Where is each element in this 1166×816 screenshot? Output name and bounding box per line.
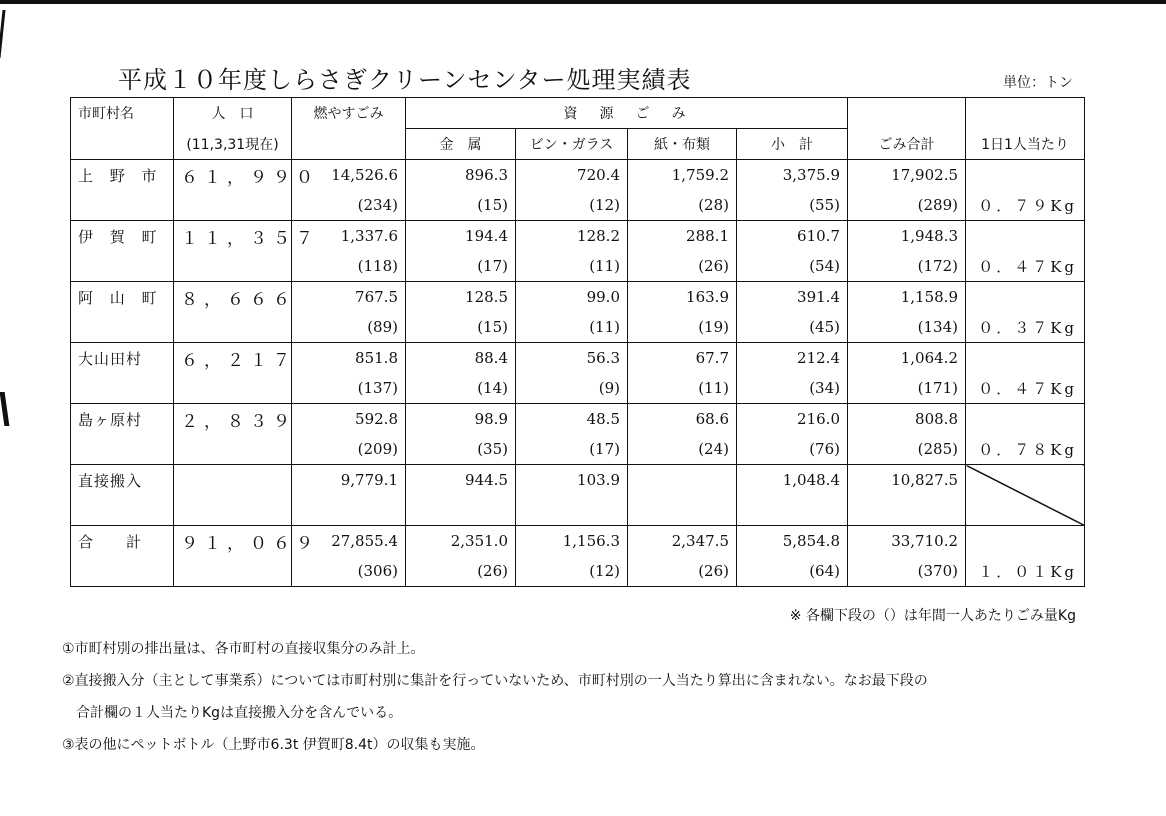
- row-total-pp: (134): [848, 312, 966, 343]
- row-paper-pp: (24): [628, 434, 737, 465]
- row-total: 1,158.9: [848, 282, 966, 313]
- row-name: 阿 山 町: [71, 282, 174, 313]
- row-paper-pp: (11): [628, 373, 737, 404]
- row-burnable: 592.8: [292, 404, 406, 435]
- row-burnable: 27,855.4: [292, 526, 406, 557]
- row-subtotal: 5,854.8: [737, 526, 848, 557]
- table-row: [71, 343, 1085, 374]
- scan-edge-top: [0, 0, 1166, 4]
- row-population: ９１，０６９: [174, 526, 292, 557]
- row-bottles-pp: (12): [516, 190, 628, 221]
- row-per-day: ０．７８Kg: [966, 434, 1085, 465]
- row-metal-pp: (15): [406, 190, 516, 221]
- table-row-sub: [71, 251, 1085, 282]
- row-metal-pp: (26): [406, 556, 516, 587]
- row-bottles: 99.0: [516, 282, 628, 313]
- table-row-sub: [71, 556, 1085, 587]
- row-subtotal: 1,048.4: [737, 465, 848, 496]
- table-note: ※ 各欄下段の（）は年間一人あたりごみ量Kg: [789, 608, 1076, 624]
- header-metal: 金 属: [406, 129, 516, 160]
- row-burnable-pp: (118): [292, 251, 406, 282]
- footnote-2: ②直接搬入分（主として事業系）については市町村別に集計を行っていないため、市町村別の一人当たり算出に含まれない。なお最下段の: [62, 673, 928, 689]
- row-total: 33,710.2: [848, 526, 966, 557]
- row-name: 伊 賀 町: [71, 221, 174, 252]
- row-name: 上 野 市: [71, 160, 174, 191]
- row-population: ２，８３９: [174, 404, 292, 435]
- footnote-2-cont: 合計欄の１人当たりKgは直接搬入分を含んでいる。: [62, 705, 403, 721]
- row-bottles-pp: (17): [516, 434, 628, 465]
- row-metal-pp: (14): [406, 373, 516, 404]
- row-total-pp: (285): [848, 434, 966, 465]
- row-paper: 2,347.5: [628, 526, 737, 557]
- row-paper: 1,759.2: [628, 160, 737, 191]
- row-paper: 67.7: [628, 343, 737, 374]
- row-population: ６，２１７: [174, 343, 292, 374]
- scan-edge-left: [0, 10, 6, 58]
- row-per-day: １．０１Kg: [966, 556, 1085, 587]
- row-burnable-pp: (209): [292, 434, 406, 465]
- row-burnable-pp: (306): [292, 556, 406, 587]
- row-bottles-pp: (11): [516, 251, 628, 282]
- row-metal-pp: (15): [406, 312, 516, 343]
- row-name: 直接搬入: [71, 465, 174, 496]
- row-per-day: ０．７９Kg: [966, 190, 1085, 221]
- row-burnable: 1,337.6: [292, 221, 406, 252]
- row-burnable-pp: (137): [292, 373, 406, 404]
- header-municipality: 市町村名: [71, 98, 174, 129]
- row-bottles: 56.3: [516, 343, 628, 374]
- row-bottles-pp: (9): [516, 373, 628, 404]
- table-row-total: [71, 526, 1085, 557]
- row-paper-pp: (19): [628, 312, 737, 343]
- row-paper: 163.9: [628, 282, 737, 313]
- header-subtotal: 小 計: [737, 129, 848, 160]
- row-name: 合 計: [71, 526, 174, 557]
- unit-label: 単位：トン: [1003, 75, 1073, 91]
- row-population: ６１，９９０: [174, 160, 292, 191]
- row-total-pp: (172): [848, 251, 966, 282]
- table-row-sub: [71, 373, 1085, 404]
- row-subtotal-pp: (54): [737, 251, 848, 282]
- row-per-day: ０．４７Kg: [966, 251, 1085, 282]
- row-bottles: 48.5: [516, 404, 628, 435]
- row-per-day: ０．４７Kg: [966, 373, 1085, 404]
- row-metal-pp: (35): [406, 434, 516, 465]
- row-population: １１，３５７: [174, 221, 292, 252]
- row-subtotal: 610.7: [737, 221, 848, 252]
- row-burnable: 14,526.6: [292, 160, 406, 191]
- row-paper: 68.6: [628, 404, 737, 435]
- row-metal: 944.5: [406, 465, 516, 496]
- table-row: [71, 282, 1085, 313]
- row-total-pp: (171): [848, 373, 966, 404]
- row-burnable-pp: (89): [292, 312, 406, 343]
- row-burnable: 767.5: [292, 282, 406, 313]
- row-metal-pp: (17): [406, 251, 516, 282]
- row-total: 1,064.2: [848, 343, 966, 374]
- row-per-day: ０．３７Kg: [966, 312, 1085, 343]
- header-per-person: 1日1人当たり: [966, 129, 1085, 160]
- table-row: [71, 221, 1085, 252]
- row-bottles: 1,156.3: [516, 526, 628, 557]
- row-subtotal-pp: (55): [737, 190, 848, 221]
- row-total: 808.8: [848, 404, 966, 435]
- row-bottles: 128.2: [516, 221, 628, 252]
- header-population-note: (11,3,31現在): [174, 129, 292, 160]
- row-burnable-pp: (234): [292, 190, 406, 221]
- row-total: 10,827.5: [848, 465, 966, 496]
- row-total-pp: (289): [848, 190, 966, 221]
- row-bottles: 720.4: [516, 160, 628, 191]
- row-subtotal: 391.4: [737, 282, 848, 313]
- row-paper-pp: (26): [628, 556, 737, 587]
- header-paper: 紙・布類: [628, 129, 737, 160]
- row-subtotal-pp: (45): [737, 312, 848, 343]
- row-paper-pp: (28): [628, 190, 737, 221]
- results-table: [70, 97, 1085, 587]
- row-burnable: 851.8: [292, 343, 406, 374]
- row-metal: 98.9: [406, 404, 516, 435]
- row-subtotal: 3,375.9: [737, 160, 848, 191]
- row-total: 17,902.5: [848, 160, 966, 191]
- row-subtotal-pp: (34): [737, 373, 848, 404]
- row-metal: 194.4: [406, 221, 516, 252]
- header-population: 人 口: [174, 98, 292, 129]
- row-paper: 288.1: [628, 221, 737, 252]
- header-burnable: 燃やすごみ: [292, 98, 406, 129]
- header-resource: 資 源 ご み: [406, 98, 848, 129]
- footnote-1: ①市町村別の排出量は、各市町村の直接収集分のみ計上。: [62, 641, 425, 657]
- header-total: ごみ合計: [848, 129, 966, 160]
- row-population: ８，６６６: [174, 282, 292, 313]
- row-total-pp: (370): [848, 556, 966, 587]
- table-row-direct: [71, 465, 1085, 496]
- table-row: [71, 404, 1085, 435]
- row-bottles: 103.9: [516, 465, 628, 496]
- row-metal: 896.3: [406, 160, 516, 191]
- row-subtotal-pp: (76): [737, 434, 848, 465]
- row-burnable: 9,779.1: [292, 465, 406, 496]
- row-bottles-pp: (12): [516, 556, 628, 587]
- scan-mark: [0, 392, 9, 426]
- footnote-3: ③表の他にペットボトル（上野市6.3t 伊賀町8.4t）の収集も実施。: [62, 737, 485, 753]
- row-bottles-pp: (11): [516, 312, 628, 343]
- row-subtotal-pp: (64): [737, 556, 848, 587]
- header-bottles: ビン・ガラス: [516, 129, 628, 160]
- diagonal-empty-cell: [966, 465, 1085, 526]
- table-row: [71, 160, 1085, 191]
- table-row-sub: [71, 190, 1085, 221]
- row-subtotal: 212.4: [737, 343, 848, 374]
- row-total: 1,948.3: [848, 221, 966, 252]
- row-paper-pp: (26): [628, 251, 737, 282]
- row-metal: 2,351.0: [406, 526, 516, 557]
- page-title: 平成１０年度しらさぎクリーンセンター処理実績表: [118, 66, 692, 94]
- table-row-sub: [71, 312, 1085, 343]
- row-metal: 128.5: [406, 282, 516, 313]
- table-row-sub: [71, 434, 1085, 465]
- row-name: 大山田村: [71, 343, 174, 374]
- row-metal: 88.4: [406, 343, 516, 374]
- row-subtotal: 216.0: [737, 404, 848, 435]
- row-name: 島ヶ原村: [71, 404, 174, 435]
